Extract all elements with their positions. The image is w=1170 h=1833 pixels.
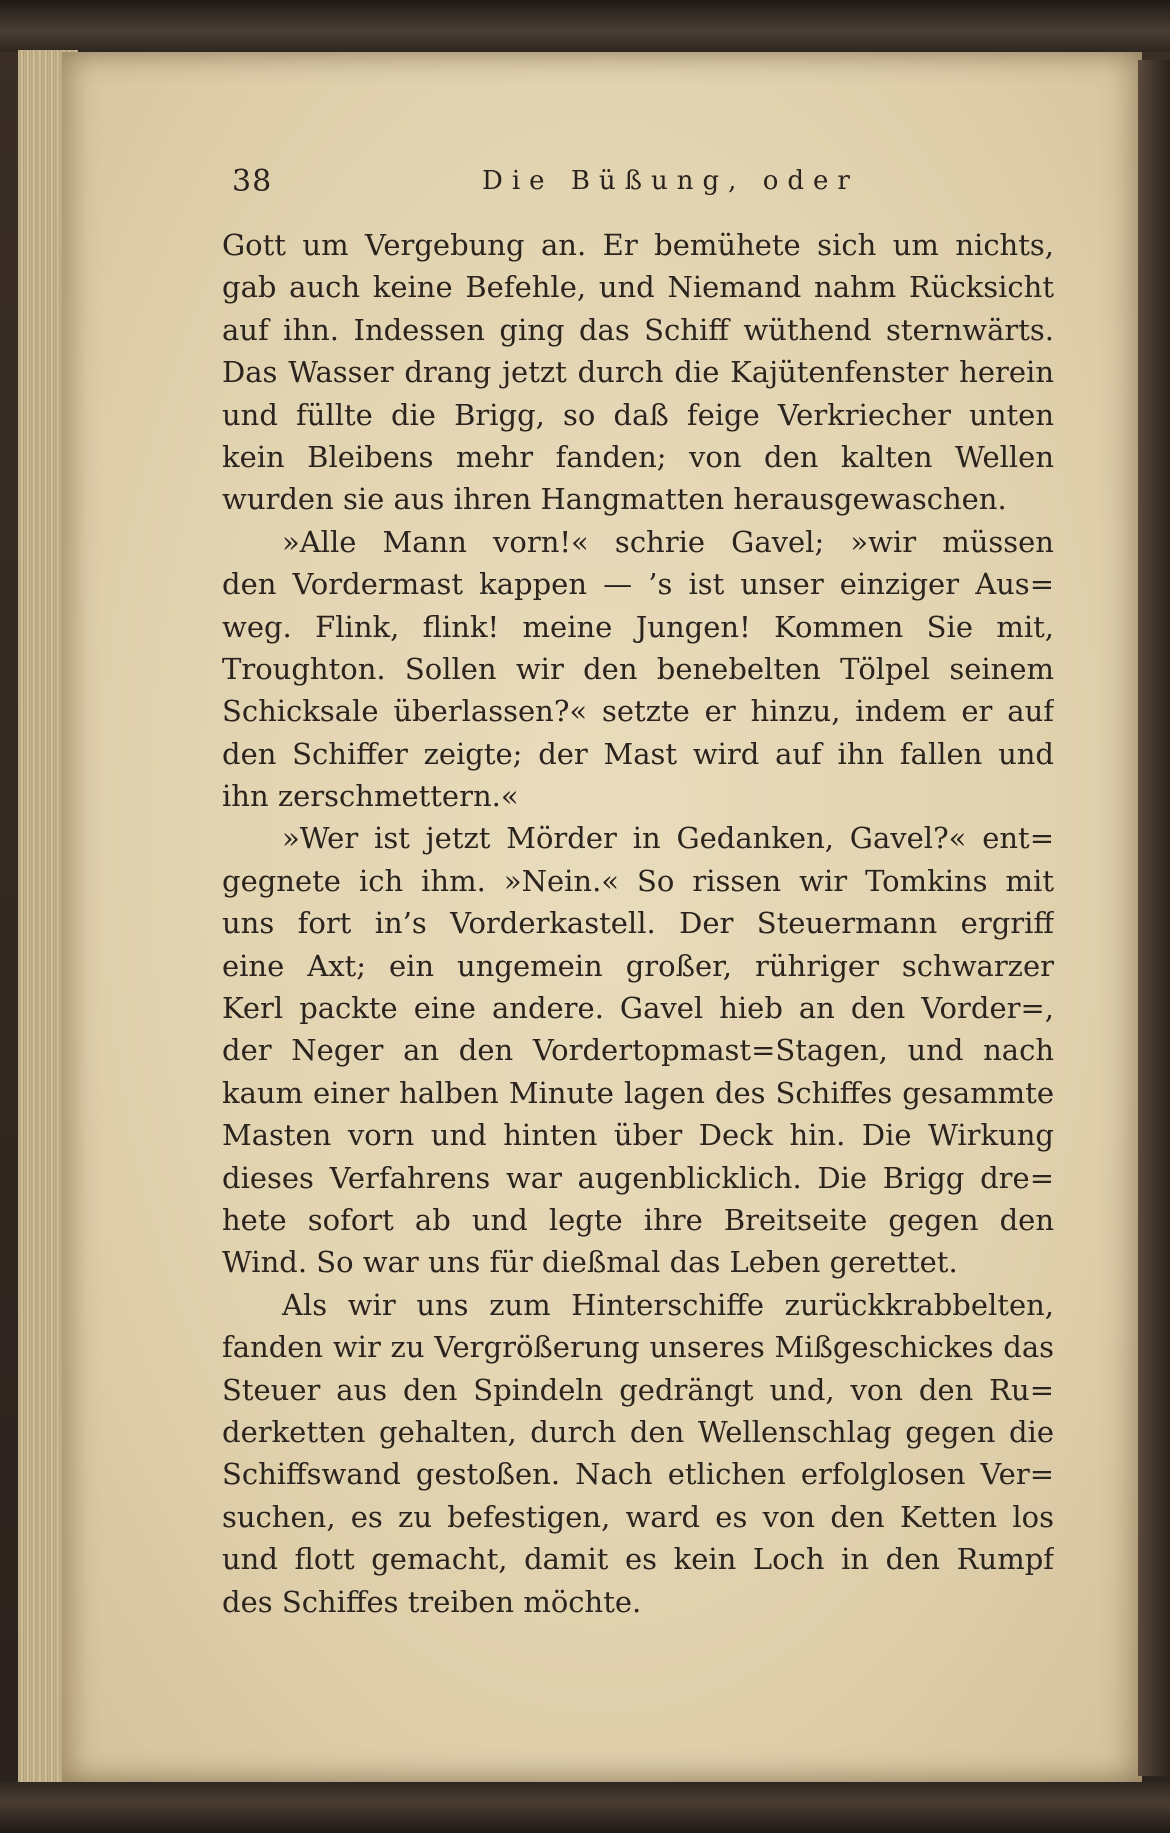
page-number: 38 (232, 164, 273, 199)
text-line: Masten vorn und hinten über Deck hin. Die Wirkung (222, 1118, 1054, 1153)
text-line: Gott um Vergebung an. Er bemühete sich um nichts, (222, 228, 1054, 262)
text-line: auf ihn. Indessen ging das Schiff wüthend sternwärts. (222, 312, 1054, 347)
text-line: Schiffswand gestoßen. Nach etlichen erfolglosen Ver= (222, 1457, 1054, 1492)
text-line: dieses Verfahrens war augenblicklich. Die Brigg dre= (222, 1160, 1054, 1195)
text-line: und füllte die Brigg, so daß feige Verkriecher unten (222, 397, 1054, 432)
running-title: Die Büßung, oder (482, 166, 859, 196)
text-line: »Wer ist jetzt Mörder in Gedanken, Gavel?« ent= (282, 821, 1054, 856)
text-line: des Schiffes treiben möchte. (222, 1584, 642, 1619)
text-line: Troughton. Sollen wir den benebelten Tölpel seinem (222, 651, 1054, 686)
text-line: und flott gemacht, damit es kein Loch in den Rumpf (222, 1542, 1054, 1577)
cover-edge-top (0, 0, 1170, 52)
text-line: kein Bleibens mehr fanden; von den kalten Wellen (222, 439, 1054, 474)
text-line: Steuer aus den Spindeln gedrängt und, von den Ru= (222, 1372, 1054, 1407)
text-line: Das Wasser drang jetzt durch die Kajütenfenster herein (222, 355, 1054, 390)
text-line: eine Axt; ein ungemein großer, rühriger schwarzer (222, 948, 1054, 983)
text-line: ihn zerschmettern.« (222, 779, 519, 814)
body-text (222, 224, 1054, 1623)
text-line: suchen, es zu befestigen, ward es von den Ketten los (222, 1499, 1054, 1534)
text-line: Als wir uns zum Hinterschiffe zurückkrabbelten, (282, 1287, 1054, 1322)
text-line: Kerl packte eine andere. Gavel hieb an den Vorder=, (222, 991, 1054, 1026)
page-header (232, 160, 1032, 206)
text-line: wurden sie aus ihren Hangmatten herausgewaschen. (222, 482, 1007, 517)
text-line: Schicksale überlassen?« setzte er hinzu, indem er auf (222, 694, 1054, 729)
text-line: gegnete ich ihm. »Nein.« So rissen wir Tomkins mit (222, 863, 1054, 898)
text-line: »Alle Mann vorn!« schrie Gavel; »wir müssen (282, 524, 1054, 559)
text-line: gab auch keine Befehle, und Niemand nahm Rücksicht (222, 270, 1054, 305)
page-right-edge (1138, 60, 1170, 1776)
text-line: derketten gehalten, durch den Wellenschlag gegen die (222, 1414, 1054, 1449)
text-line: hete sofort ab und legte ihre Breitseite gegen den (222, 1202, 1054, 1237)
text-line: den Vordermast kappen — ’s ist unser einziger Aus= (222, 567, 1054, 602)
text-line: uns fort in’s Vorderkastell. Der Steuermann ergriff (222, 906, 1054, 941)
text-line: kaum einer halben Minute lagen des Schiffes gesammte (222, 1075, 1054, 1110)
cover-edge-bottom (0, 1782, 1170, 1833)
text-line: der Neger an den Vordertopmast=Stagen, und nach (222, 1033, 1054, 1068)
text-line: weg. Flink, flink! meine Jungen! Kommen Sie mit, (222, 609, 1054, 644)
text-line: fanden wir zu Vergrößerung unseres Mißgeschickes das (222, 1330, 1054, 1365)
text-line: den Schiffer zeigte; der Mast wird auf ihn fallen und (222, 736, 1054, 771)
text-line: Wind. So war uns für dießmal das Leben gerettet. (222, 1245, 958, 1280)
